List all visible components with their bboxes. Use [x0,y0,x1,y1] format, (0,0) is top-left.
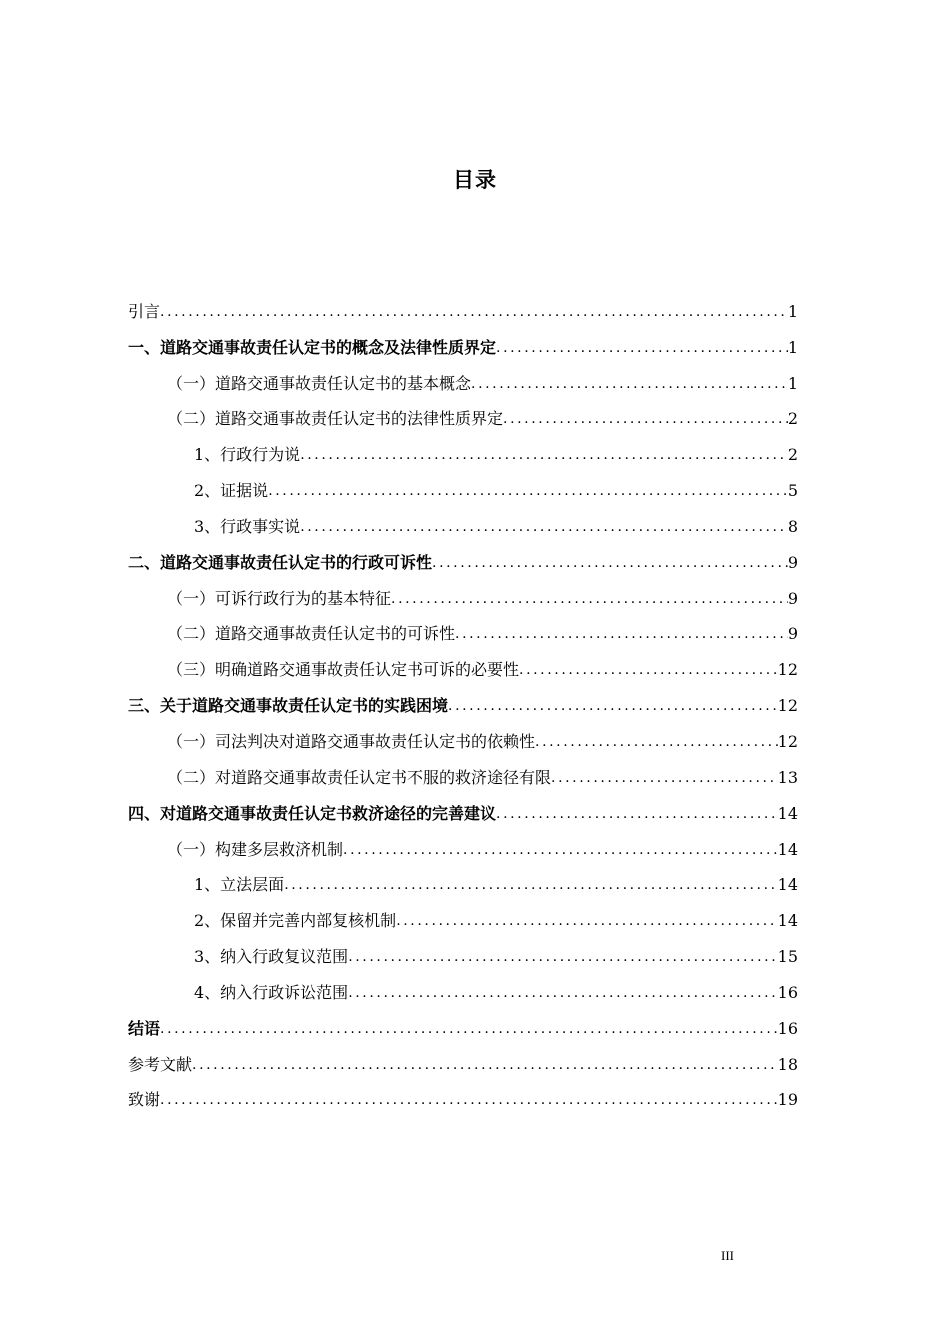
toc-entry-label: （一）构建多层救济机制 [167,839,344,859]
toc-dot-leader [160,302,788,326]
toc-entry-label: （二）道路交通事故责任认定书的法律性质界定 [167,409,504,429]
toc-entry-label: （三）明确道路交通事故责任认定书可诉的必要性 [167,660,520,680]
toc-entry-page: 1 [787,337,798,357]
toc-entry-label: 3、纳入行政复议范围 [194,947,349,967]
toc-entry-page: 1 [787,301,798,321]
toc-entry-page: 1 [787,373,798,393]
toc-entry-label: 1、行政行为说 [194,445,301,465]
toc-entry[interactable] [128,828,798,864]
toc-dot-leader [551,768,778,792]
toc-entry-label: （一）司法判决对道路交通事故责任认定书的依赖性 [167,731,536,751]
toc-entry-label: 2、证据说 [194,481,269,501]
toc-entry[interactable] [128,756,798,792]
toc-entry-page: 2 [787,445,798,465]
toc-entry[interactable] [128,935,798,971]
toc-entry[interactable] [128,899,798,935]
toc-entry-page: 14 [777,911,798,931]
toc-entry[interactable] [128,577,798,613]
toc-entry-label: （二）道路交通事故责任认定书的可诉性 [167,624,456,644]
toc-entry[interactable] [128,290,798,326]
toc-entry-label: 一、道路交通事故责任认定书的概念及法律性质界定 [128,337,497,357]
toc-dot-leader [268,481,788,505]
toc-dot-leader [448,696,778,720]
toc-entry[interactable] [128,469,798,505]
toc-entry[interactable] [128,398,798,434]
toc-entry-label: 结语 [128,1018,161,1038]
toc-entry-page: 5 [787,481,798,501]
toc-entry-page: 9 [787,552,798,572]
toc-dot-leader [300,445,788,469]
toc-entry[interactable] [128,362,798,398]
toc-entry[interactable] [128,1007,798,1043]
toc-dot-leader [496,338,788,362]
toc-entry[interactable] [128,648,798,684]
page-number: III [721,1248,734,1263]
toc-entry-page: 2 [787,409,798,429]
toc-dot-leader [284,875,777,899]
toc-entry-label: （一）可诉行政行为的基本特征 [167,588,392,608]
toc-entry-page: 12 [777,660,798,680]
page-title: 目录 [453,168,497,192]
toc-entry-label: 4、纳入行政诉讼范围 [194,982,349,1002]
toc-entry-page: 16 [777,982,798,1002]
toc-entry-label: 致谢 [128,1090,161,1110]
toc-entry-label: 2、保留并完善内部复核机制 [194,911,397,931]
toc-dot-leader [519,660,778,684]
toc-entry-label: 引言 [128,301,161,321]
toc-entry[interactable] [128,720,798,756]
toc-entry[interactable] [128,792,798,828]
toc-entry-page: 9 [787,624,798,644]
toc-dot-leader [496,804,778,828]
toc-entry-label: 二、道路交通事故责任认定书的行政可诉性 [128,552,433,572]
toc-entry-page: 15 [777,947,798,967]
toc-entry[interactable] [128,326,798,362]
toc-entry[interactable] [128,864,798,900]
toc-entry-page: 14 [777,839,798,859]
toc-entry-page: 8 [787,516,798,536]
toc-entry[interactable] [128,1043,798,1079]
toc-dot-leader [160,1019,778,1043]
toc-entry[interactable] [128,684,798,720]
toc-entry-page: 18 [777,1054,798,1074]
toc-entry-page: 13 [777,767,798,787]
toc-entry-page: 16 [777,1018,798,1038]
toc-entry-page: 12 [777,731,798,751]
toc-dot-leader [391,589,788,613]
toc-dot-leader [160,1090,778,1114]
toc-dot-leader [300,517,788,541]
toc-entry-label: 四、对道路交通事故责任认定书救济途径的完善建议 [128,803,497,823]
toc-entry[interactable] [128,613,798,649]
toc-entry-page: 9 [787,588,798,608]
toc-dot-leader [192,1055,778,1079]
toc-entry-page: 14 [777,875,798,895]
toc-dot-leader [348,983,777,1007]
toc-entry-label: 1、立法层面 [194,875,285,895]
table-of-contents [128,290,798,1114]
toc-dot-leader [455,624,788,648]
toc-dot-leader [396,911,777,935]
toc-entry-label: （一）道路交通事故责任认定书的基本概念 [167,373,472,393]
toc-entry[interactable] [128,505,798,541]
toc-entry-label: 3、行政事实说 [194,516,301,536]
toc-entry[interactable] [128,541,798,577]
toc-dot-leader [343,840,778,864]
toc-dot-leader [471,374,788,398]
toc-dot-leader [535,732,778,756]
toc-dot-leader [348,947,777,971]
toc-entry-page: 12 [777,696,798,716]
toc-dot-leader [432,553,788,577]
toc-entry-page: 19 [777,1090,798,1110]
toc-entry-page: 14 [777,803,798,823]
toc-entry-label: 三、关于道路交通事故责任认定书的实践困境 [128,696,449,716]
toc-entry[interactable] [128,971,798,1007]
toc-entry[interactable] [128,433,798,469]
toc-entry-label: （二）对道路交通事故责任认定书不服的救济途径有限 [167,767,552,787]
toc-dot-leader [503,409,788,433]
toc-entry-label: 参考文献 [128,1054,193,1074]
toc-entry[interactable] [128,1079,798,1115]
